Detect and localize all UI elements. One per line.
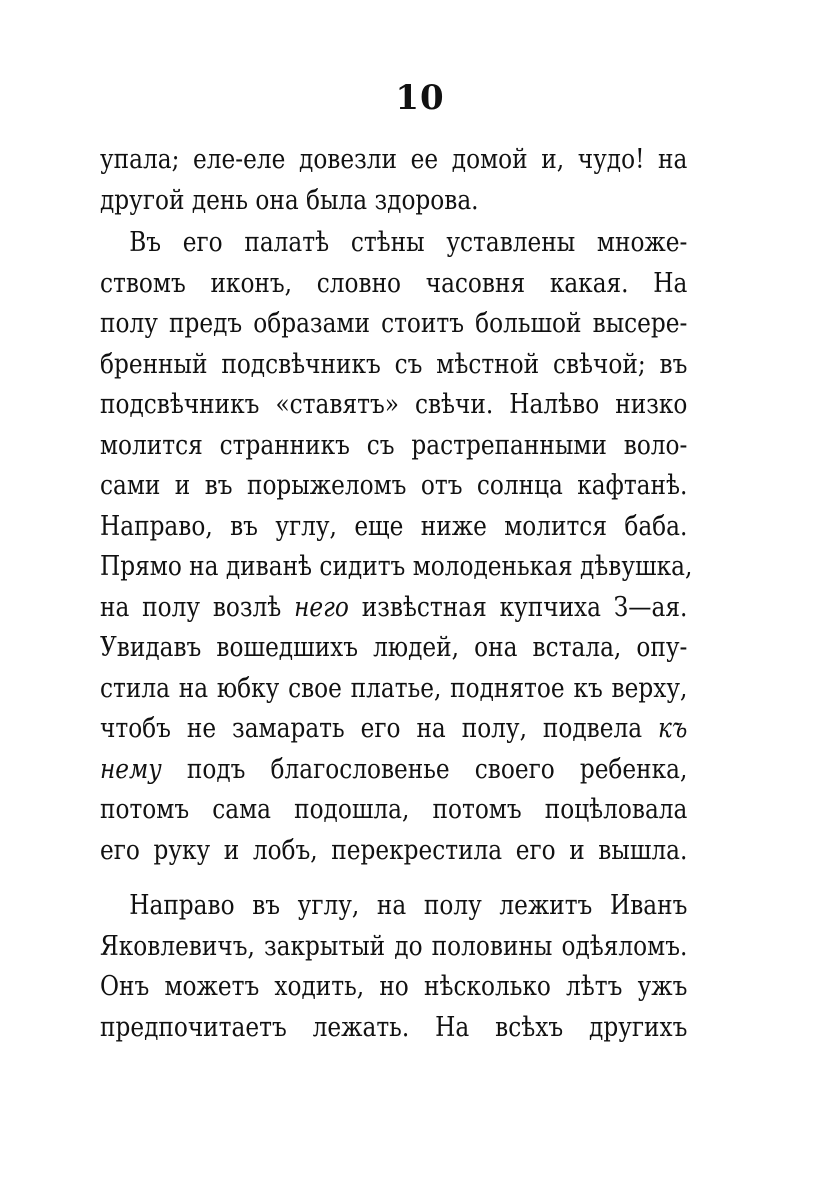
text-line bbox=[100, 790, 687, 831]
text-line bbox=[100, 385, 687, 426]
italic-text-run: нему bbox=[100, 753, 162, 785]
page-number: 10 bbox=[395, 78, 445, 118]
text-run: подъ благословенье своего ребенка, bbox=[161, 753, 688, 785]
text-run: Увидавъ вошедшихъ людей, она встала, опу- bbox=[100, 632, 688, 663]
text-run: полу предъ образами стоитъ большой высере- bbox=[100, 308, 688, 339]
text-run: стила на юбку свое платье, поднятое къ верху, bbox=[100, 672, 688, 704]
italic-text-run: къ bbox=[658, 713, 688, 744]
text-run: Онъ можетъ ходить, но нѣсколько лѣтъ ужъ bbox=[100, 971, 688, 1002]
text-run: Направо въ углу, на полу лежитъ Иванъ bbox=[129, 890, 688, 921]
text-line bbox=[100, 831, 687, 872]
text-run: другой день она была здорова. bbox=[100, 184, 479, 216]
text-line bbox=[100, 304, 687, 345]
text-run: бренный подсвѣчникъ съ мѣстной свѣчой; въ bbox=[100, 348, 688, 380]
text-line bbox=[100, 507, 687, 548]
text-line bbox=[100, 886, 687, 927]
text-run: упала; еле-еле довезли ее домой и, чудо! на bbox=[100, 144, 688, 175]
text-run: предпочитаетъ лежать. На всѣхъ другихъ bbox=[100, 1011, 688, 1043]
text-line bbox=[100, 345, 687, 386]
text-run: его руку и лобъ, перекрестила его и вышла. bbox=[100, 834, 688, 866]
text-line bbox=[100, 967, 687, 1008]
text-line bbox=[100, 669, 687, 710]
text-line bbox=[100, 628, 687, 669]
text-run: чтобъ не замарать его на полу, подвела bbox=[100, 713, 659, 744]
text-line bbox=[100, 588, 687, 629]
italic-text-run: него bbox=[294, 591, 349, 623]
text-run: потомъ сама подошла, потомъ поцѣловала bbox=[100, 794, 688, 825]
text-run: Прямо на диванѣ сидитъ молоденькая дѣвушка, bbox=[100, 551, 693, 582]
text-line bbox=[100, 927, 687, 968]
text-line bbox=[100, 223, 687, 264]
text-line bbox=[100, 264, 687, 305]
paragraph bbox=[100, 886, 688, 1048]
text-line bbox=[100, 140, 687, 181]
paragraph-continuation bbox=[100, 140, 688, 221]
text-run: на полу возлѣ bbox=[100, 591, 295, 623]
text-line bbox=[100, 547, 693, 588]
text-line bbox=[100, 181, 687, 222]
text-line bbox=[100, 750, 687, 791]
text-run: подсвѣчникъ «ставятъ» свѣчи. Налѣво низко bbox=[100, 389, 688, 420]
text-run: Направо, въ углу, еще ниже молится баба. bbox=[100, 510, 688, 542]
text-line bbox=[100, 709, 687, 750]
text-run: сами и въ порыжеломъ отъ солнца кафтанѣ. bbox=[100, 470, 688, 501]
paragraph bbox=[100, 223, 693, 871]
text-line bbox=[100, 466, 687, 507]
text-run: Яковлевичъ, закрытый до половины одѣяломъ. bbox=[100, 930, 688, 962]
text-line bbox=[100, 1008, 687, 1049]
text-line bbox=[100, 426, 687, 467]
text-run: молится странникъ съ растрепанными воло- bbox=[100, 429, 688, 461]
text-run: ствомъ иконъ, словно часовня какая. На bbox=[100, 267, 688, 299]
text-run: Въ его палатѣ стѣны уставлены множе- bbox=[129, 227, 688, 258]
text-run: извѣстная купчиха З—ая. bbox=[348, 591, 688, 623]
